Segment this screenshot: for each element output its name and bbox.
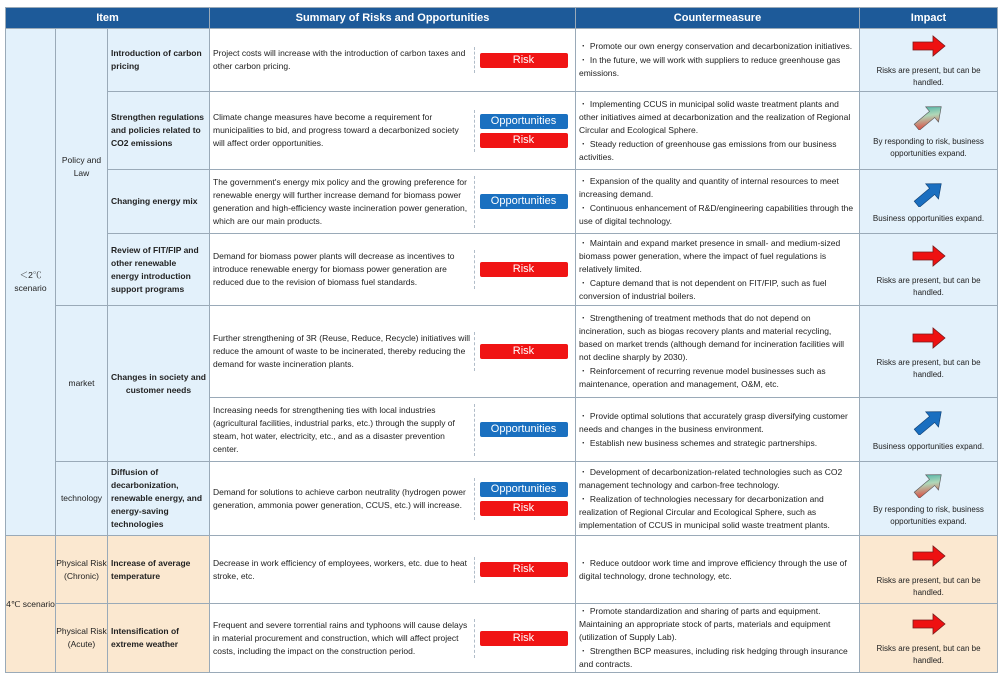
category-policy: Policy and Law (56, 29, 108, 306)
impact-text: Risks are present, but can be handled. (876, 575, 981, 597)
summary-text: Demand for solutions to achieve carbon neutrality (hydrogen power generation, ammonia power generation, CCUS, etc.) will increase. (213, 478, 475, 520)
risk-tag: Risk (480, 344, 568, 359)
row-impact (860, 29, 998, 92)
impact-text: Risks are present, but can be handled. (876, 275, 981, 297)
row-countermeasure (576, 604, 860, 673)
countermeasure-item: ・ Strengthening of treatment methods that do not depend on incineration, such as biogas recovery plants and material recycling, based on market trends (although demand for incineration facilities will not decline sharply by 2030). (579, 313, 845, 362)
risk-tag: Risk (480, 562, 568, 577)
category-acute: Physical Risk (Acute) (56, 604, 108, 673)
header-impact: Impact (860, 8, 998, 29)
impact-text: Business opportunities expand. (872, 213, 985, 223)
row-summary (210, 306, 576, 398)
risk-tag: Risk (480, 501, 568, 516)
impact-text: By responding to risk, business opportunities expand. (873, 136, 984, 158)
countermeasure-item: ・ Capture demand that is not dependent on FIT/FIP, such as fuel conversion of industrial boilers. (579, 277, 827, 301)
row-impact (860, 234, 998, 306)
row-item: Changing energy mix (108, 170, 210, 234)
row-countermeasure (576, 170, 860, 234)
row-impact (860, 604, 998, 673)
opportunities-tag: Opportunities (480, 194, 568, 209)
diagonal-arrow-blue-icon (864, 181, 993, 207)
header-item: Item (6, 8, 210, 29)
countermeasure-item: ・ Steady reduction of greenhouse gas emissions from our business activities. (579, 138, 837, 162)
impact-text: Risks are present, but can be handled. (876, 357, 981, 379)
risk-tag: Risk (480, 53, 568, 68)
risk-tag: Risk (480, 631, 568, 646)
tag-group (475, 176, 573, 228)
risk-tag: Risk (480, 262, 568, 277)
tag-group (475, 47, 573, 73)
row-countermeasure (576, 92, 860, 170)
tag-group (475, 557, 573, 583)
countermeasure-item: ・ Realization of technologies necessary for decarbonization and realization of Regional Circular and Ecological Sphere, such as implementation of CCUS in municipal solid waste treatment plants. (579, 493, 830, 530)
summary-text: Climate change measures have become a requirement for municipalities to bid, and progress toward a decarbonized society will affect order opportunities. (213, 110, 475, 152)
tag-group (475, 619, 573, 658)
summary-text: Project costs will increase with the introduction of carbon taxes and other carbon pricing. (213, 47, 475, 73)
row-summary (210, 604, 576, 673)
tag-group (475, 478, 573, 520)
row-countermeasure (576, 536, 860, 604)
countermeasure-item: ・ Reduce outdoor work time and improve efficiency through the use of digital technology, drone technology, etc. (579, 557, 847, 581)
opportunities-tag: Opportunities (480, 482, 568, 497)
right-arrow-red-icon (864, 33, 993, 59)
countermeasure-item: ・ Promote our own energy conservation and decarbonization initiatives. (579, 41, 853, 51)
diagonal-arrow-gradient-icon (864, 472, 993, 498)
countermeasure-item: ・ In the future, we will work with suppliers to reduce greenhouse gas emissions. (579, 55, 841, 78)
tag-group (475, 332, 573, 371)
diagonal-arrow-blue-icon (864, 409, 993, 435)
countermeasure-item: ・ Continuous enhancement of R&D/engineering capabilities through the use of digital technology. (579, 203, 854, 226)
row-item: Introduction of carbon pricing (108, 29, 210, 92)
risk-opportunity-table (5, 7, 998, 673)
row-summary (210, 462, 576, 536)
countermeasure-item: ・ Provide optimal solutions that accurately grasp diversifying customer needs and changes in the business environment. (579, 410, 848, 434)
row-impact (860, 398, 998, 462)
tag-group (475, 250, 573, 289)
row-countermeasure (576, 234, 860, 306)
row-impact (860, 170, 998, 234)
header-countermeasure: Countermeasure (576, 8, 860, 29)
row-item: Intensification of extreme weather (108, 604, 210, 673)
countermeasure-item: ・ Reinforcement of recurring revenue model businesses such as maintenance, operation and management, O&M, etc. (579, 366, 826, 389)
category-technology: technology (56, 462, 108, 536)
tag-group (475, 110, 573, 152)
countermeasure-item: ・ Strengthen BCP measures, including risk hedging through insurance and contracts. (579, 646, 848, 669)
row-item: Changes in society and customer needs (108, 306, 210, 462)
row-countermeasure (576, 398, 860, 462)
tag-group (475, 404, 573, 456)
summary-text: Demand for biomass power plants will decrease as incentives to introduce renewable energy for biomass power generation are reduced due to the revision of biomass fuel standards. (213, 250, 475, 289)
opportunities-tag: Opportunities (480, 114, 568, 129)
row-summary (210, 170, 576, 234)
row-item: Increase of average temperature (108, 536, 210, 604)
category-market: market (56, 306, 108, 462)
scenario-4c: 4℃ scenario (6, 536, 56, 673)
row-summary (210, 536, 576, 604)
row-summary (210, 29, 576, 92)
header-summary: Summary of Risks and Opportunities (210, 8, 576, 29)
row-item: Review of FIT/FIP and other renewable energy introduction support programs (108, 234, 210, 306)
right-arrow-red-icon (864, 243, 993, 269)
summary-text: Increasing needs for strengthening ties with local industries (agricultural facilities, industrial parks, etc.) through the supply of steam, hot water, electricity, etc., and as a disaster prevention center. (213, 404, 475, 456)
row-impact (860, 306, 998, 398)
row-countermeasure (576, 462, 860, 536)
impact-text: Risks are present, but can be handled. (876, 644, 981, 665)
row-countermeasure (576, 306, 860, 398)
row-summary (210, 398, 576, 462)
countermeasure-item: ・ Maintain and expand market presence in small- and medium-sized biomass power generation, where the impact of fuel regulations is relatively limited. (579, 237, 841, 274)
right-arrow-red-icon (864, 325, 993, 351)
row-countermeasure (576, 29, 860, 92)
row-summary (210, 92, 576, 170)
row-item: Diffusion of decarbonization, renewable energy, and energy-saving technologies (108, 462, 210, 536)
opportunities-tag: Opportunities (480, 422, 568, 437)
right-arrow-red-icon (864, 543, 993, 569)
countermeasure-item: ・ Implementing CCUS in municipal solid waste treatment plants and other initiatives aimed at decarbonization and the realization of Regional Circular and Ecological Sphere. (579, 98, 851, 135)
scenario-2c: ＜2℃ scenario (6, 29, 56, 536)
row-item: Strengthen regulations and policies related to CO2 emissions (108, 92, 210, 170)
impact-text: Risks are present, but can be handled. (876, 66, 981, 87)
summary-text: Further strengthening of 3R (Reuse, Reduce, Recycle) initiatives will reduce the amount of waste to be incinerated, thereby reducing the demand for waste incineration plants. (213, 332, 475, 371)
right-arrow-red-icon (864, 611, 993, 637)
row-impact (860, 536, 998, 604)
summary-text: Frequent and severe torrential rains and typhoons will cause delays in material procurement and construction, which will affect project costs, including the impact on the construction period. (213, 619, 475, 658)
countermeasure-item: ・ Expansion of the quality and quantity of internal resources to meet increasing demand. (579, 176, 839, 199)
countermeasure-item: ・ Promote standardization and sharing of parts and equipment. Maintaining an appropriate stock of parts, materials and equipment (utilization of Supply Lab). (579, 606, 831, 642)
row-impact (860, 462, 998, 536)
diagonal-arrow-gradient-icon (864, 104, 993, 130)
risk-tag: Risk (480, 133, 568, 148)
row-summary (210, 234, 576, 306)
impact-text: By responding to risk, business opportunities expand. (873, 504, 984, 526)
summary-text: Decrease in work efficiency of employees, workers, etc. due to heat stroke, etc. (213, 557, 475, 583)
countermeasure-item: ・ Development of decarbonization-related technologies such as CO2 management technology and carbon-free technology. (579, 466, 843, 490)
countermeasure-item: ・ Establish new business schemes and strategic partnerships. (579, 437, 818, 448)
row-impact (860, 92, 998, 170)
impact-text: Business opportunities expand. (872, 441, 985, 451)
summary-text: The government's energy mix policy and the growing preference for renewable energy will further increase demand for biomass power generation and high-efficiency waste incineration power generation, which are our main products. (213, 176, 475, 228)
category-chronic: Physical Risk (Chronic) (56, 536, 108, 604)
